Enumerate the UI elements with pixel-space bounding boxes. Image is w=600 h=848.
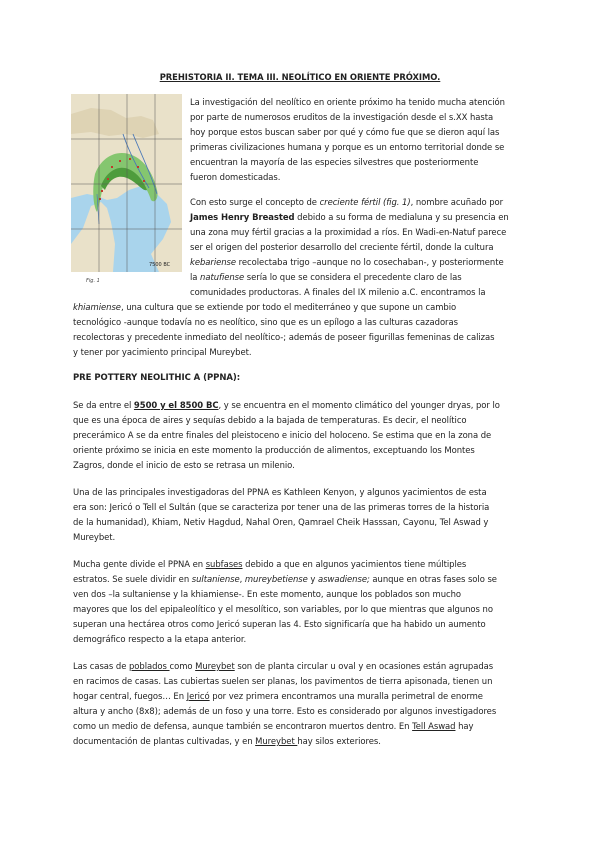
crescent-line: kebariense recolectaba trigo –aunque no lo cosechaban-, y posteriormente [190, 257, 504, 267]
intro-line: por parte de numerosos eruditos de la investigación desde el s.XX hasta [190, 112, 494, 122]
crescent-line: la natufiense sería lo que se considera el precedente claro de las [190, 272, 462, 282]
ppna3-line: ven dos –la sultaniense y la khiamiense-. En este momento, aunque los poblados son mucho [73, 589, 462, 599]
ppna4-line: documentación de plantas cultivadas, y en Mureybet hay silos exteriores. [73, 736, 381, 746]
ppna3-line: superan una hectárea otros como Jericó superan las 4. Esto significaría que ha habido un aumento [73, 619, 486, 629]
fertile-crescent-map [71, 94, 182, 272]
ppna4-line: como un medio de defensa, aunque también se encontraron muertos dentro. En Tell Aswad hay [73, 721, 474, 731]
ppna1-line: Se da entre el 9500 y el 8500 BC, y se encuentra en el momento climático del younger dryas, por lo [73, 400, 500, 410]
ppna4-line: Las casas de poblados como Mureybet son de planta circular u oval y en ocasiones están agrupadas [73, 661, 494, 671]
crescent-line: ser el origen del posterior desarrollo del creciente fértil, donde la cultura [190, 242, 494, 252]
intro-line: hoy porque estos buscan saber por qué y cómo fue que se dieron aquí las [190, 127, 500, 137]
figure-caption: Fig. 1 [86, 278, 100, 284]
ppna3-line: estratos. Se suele dividir en sultaniense, mureybetiense y aswadiense; aunque en otras fases solo se [73, 574, 497, 584]
ppna2-line: era son: Jericó o Tell el Sultán (que se caracteriza por tener una de las primeras torres de la historia [73, 502, 490, 512]
map-image [71, 94, 182, 272]
section-heading-ppna: PRE POTTERY NEOLITHIC A (PPNA): [73, 373, 241, 383]
crescent-line: James Henry Breasted debido a su forma de medialuna y su presencia en [190, 212, 509, 222]
crescent-line: y tener por yacimiento principal Mureybet. [73, 347, 252, 357]
ppna1-line: Zagros, donde el inicio de esto se retrasa un milenio. [73, 460, 295, 470]
crescent-line: comunidades productoras. A finales del IX milenio a.C. encontramos la [190, 287, 486, 297]
ppna1-line: oriente próximo se inicia en este momento la producción de alimentos, exceptuando los Montes [73, 445, 475, 455]
ppna3-line: demográfico respecto a la etapa anterior. [73, 634, 247, 644]
ppna1-line: precerámico A se da entre finales del pleistoceno e inicio del holoceno. Se estima que en la zona de [73, 430, 492, 440]
ppna3-line: mayores que los del epipaleolítico y el mesolítico, son variables, por lo que mientras que algunos no [73, 604, 493, 614]
crescent-line: tecnológico -aunque todavía no es neolítico, sino que es un epílogo a las culturas cazadoras [73, 317, 458, 327]
intro-line: encuentran la mayoría de las especies silvestres que posteriormente [190, 157, 479, 167]
ppna4-line: en racimos de casas. Las cubiertas suelen ser planas, los pavimentos de tierra apisonada, tienen un [73, 676, 493, 686]
page-title: PREHISTORIA II. TEMA III. NEOLÍTICO EN ORIENTE PRÓXIMO. [159, 72, 441, 82]
ppna2-line: Una de las principales investigadoras del PPNA es Kathleen Kenyon, y algunos yacimientos de esta [73, 487, 487, 497]
ppna3-line: Mucha gente divide el PPNA en subfases debido a que en algunos yacimientos tiene múltiples [73, 559, 467, 569]
ppna4-line: altura y ancho (8x8); además de un foso y una torre. Esto es considerado por algunos investigadores [73, 706, 497, 716]
intro-line: fueron domesticadas. [190, 172, 281, 182]
crescent-line: una zona muy fértil gracias a la proximidad a ríos. En Wadi-en-Natuf parece [190, 227, 507, 237]
crescent-line: recolectoras y precedente inmediato del neolítico-; además de poseer figurillas femeninas de calizas [73, 332, 495, 342]
crescent-line: khiamiense, una cultura que se extiende por todo el mediterráneo y que supone un cambio [73, 302, 457, 312]
ppna1-line: que es una época de aires y sequías debido a la bajada de temperaturas. Es decir, el neolítico [73, 415, 467, 425]
ppna4-line: hogar central, fuegos… En Jericó por vez primera encontramos una muralla perimetral de enorme [73, 691, 483, 701]
intro-line: La investigación del neolítico en oriente próximo ha tenido mucha atención [190, 97, 505, 107]
map-date-label: 7500 BC [149, 262, 171, 268]
ppna2-line: de la humanidad), Khiam, Netiv Hagdud, Nahal Oren, Qamrael Cheik Hasssan, Cayonu, Tel Aswad y [73, 517, 489, 527]
crescent-line: Con esto surge el concepto de creciente fértil (fig. 1), nombre acuñado por [190, 197, 504, 207]
ppna2-line: Mureybet. [73, 532, 116, 542]
intro-line: primeras civilizaciones humana y porque es un entorno territorial donde se [190, 142, 505, 152]
